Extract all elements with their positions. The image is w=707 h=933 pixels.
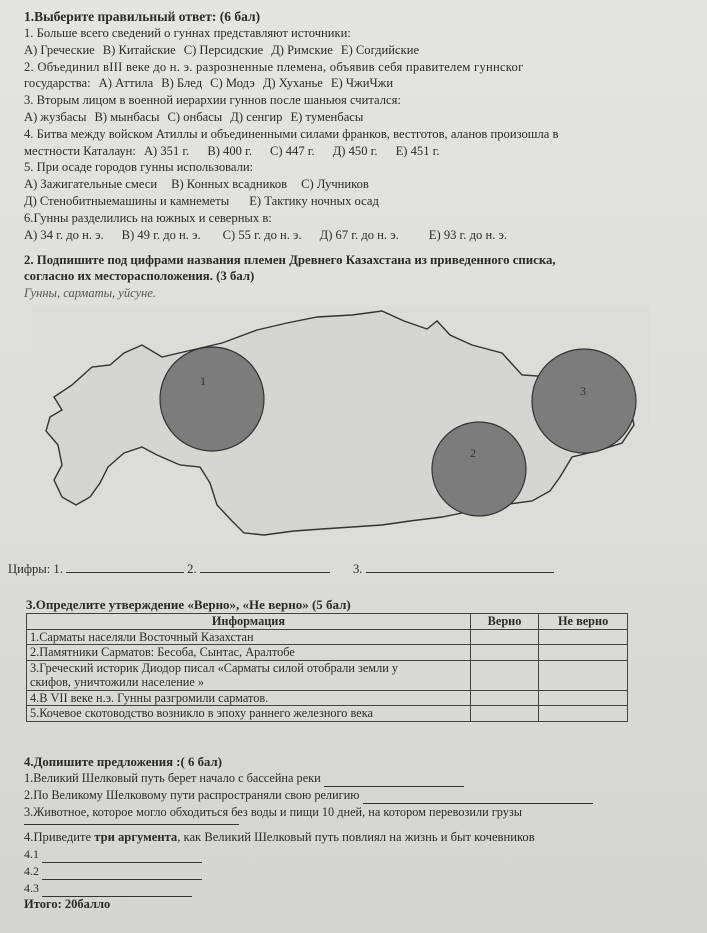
option: Д) Римские [271, 42, 333, 57]
section4-title: 4.Допишите предложения :( 6 бал) [24, 755, 222, 769]
option: С) Персидские [183, 42, 264, 57]
map-outline [32, 305, 650, 537]
answer-blank-1[interactable] [66, 559, 184, 573]
option: А) Греческие [24, 42, 95, 57]
section1-title: 1.Выберите правильный ответ: (6 бал) [24, 9, 261, 24]
table-row: 1.Сарматы населяли Восточный Казахстан [27, 629, 628, 645]
option: В) 400 г. [207, 143, 252, 158]
kazakhstan-map [32, 305, 650, 537]
option: В) 49 г. до н. э. [121, 227, 201, 242]
true-cell[interactable] [470, 690, 538, 706]
true-cell[interactable] [470, 706, 538, 722]
option: С) Модэ [210, 76, 255, 91]
header-false: Не верно [539, 614, 628, 630]
answer-line-4-1[interactable] [42, 850, 202, 863]
answer-line-4-3[interactable] [42, 884, 192, 897]
digits-answer-line: Цифры: 1. 2. 3. [8, 549, 608, 579]
false-cell[interactable] [539, 706, 628, 722]
answer-line-1[interactable] [324, 774, 464, 787]
table-row: 3.Греческий историк Диодор писал «Сарматы силой отобрали земли у скифов, уничтожили население » [27, 660, 628, 690]
option: В) Китайские [102, 42, 176, 57]
section3 [26, 596, 666, 722]
false-cell[interactable] [539, 645, 628, 661]
option: Е) Тактику ночных осад [249, 193, 379, 208]
header-true: Верно [470, 614, 538, 630]
true-false-table [26, 613, 628, 722]
table-row: 2.Памятники Сарматов: Бесоба, Сынтас, Аралтобе [27, 645, 628, 661]
false-cell[interactable] [539, 629, 628, 645]
option: А) Зажигательные смеси [24, 177, 158, 192]
option: А) Аттила [98, 76, 154, 91]
option: В) Конных всадников [171, 177, 288, 192]
option: А) 34 г. до н. э. [24, 227, 104, 242]
section3-title: 3.Определите утверждение «Верно», «Не верно» (5 бал) [26, 597, 351, 612]
question-3: 3. Вторым лицом в военной иерархии гуннов после шаньюя считался: А) жузбасы В) мынбасы С) онбасы Д) сенгир Е) туменбасы [24, 93, 401, 124]
answer-blank-3[interactable] [366, 559, 554, 573]
false-cell[interactable] [539, 660, 628, 690]
option: В) Блед [161, 76, 203, 91]
question-4: 4. Битва между войском Атиллы и объединенными силами франков, вестготов, аланов произошла в местности Каталаун: А) 351 г. В) 400 г. С) 447 г. Д) 450 г. Е) 451 г. [24, 126, 559, 158]
question-6: 6.Гунны разделились на южных и северных в: А) 34 г. до н. э. В) 49 г. до н. э. С) 55 г. до н. э. Д) 67 г. до н. э. Е) 93 г. до н. э. [24, 210, 508, 242]
option: Е) туменбасы [290, 109, 364, 124]
answer-blank-2[interactable] [200, 559, 330, 573]
question-1: 1. Больше всего сведений о гуннах представляют источники: А) Греческие В) Китайские С) Персидские Д) Римские Е) Согдийские [24, 26, 420, 57]
option: Е) ЧжиЧжи [330, 76, 394, 91]
option: С) онбасы [167, 109, 223, 124]
true-cell[interactable] [470, 660, 538, 690]
header-info: Информация [27, 614, 471, 630]
tribe-region-1 [160, 347, 264, 451]
option: Д) 450 г. [332, 143, 378, 158]
map-label-3: 3 [580, 384, 586, 399]
total-score: Итого: 20балло [24, 896, 111, 911]
map-label-2: 2 [470, 446, 476, 461]
question-5: 5. При осаде городов гунны использовали: А) Зажигательные смеси В) Конных всадников С) Лучников Д) Стенобитныемашины и камнеметы Е) Тактику ночных осад [24, 160, 379, 208]
option: Д) сенгир [230, 109, 283, 124]
true-cell[interactable] [470, 645, 538, 661]
option: Д) Хуханье [262, 76, 323, 91]
option: А) жузбасы [24, 109, 87, 124]
option: Е) 451 г. [395, 143, 440, 158]
answer-line-3[interactable] [24, 820, 239, 825]
option: В) мынбасы [94, 109, 160, 124]
option: С) 447 г. [270, 143, 315, 158]
option: С) Лучников [301, 177, 369, 192]
answer-line-4-2[interactable] [42, 867, 202, 880]
table-row: 4.В VII веке н.э. Гунны разгромили сарматов. [27, 690, 628, 706]
section4: 4.Допишите предложения :( 6 бал) 1.Великий Шелковый путь берет начало с бассейна реки 2.По Великому Шелковому пути распространяли свою религию 3.Животное, которое могло обходиться без воды и пищи 10 дней, на котором перевозили грузы 4.Приведите три аргумента, как Великий Шелковый путь повлиял на жизнь и быт кочевников 4.1 4.2 4.3 Итого: 20балло [24, 754, 684, 912]
option: Е) Согдийские [340, 42, 420, 57]
answer-line-2[interactable] [363, 791, 593, 804]
option: Д) Стенобитныемашины и камнеметы [24, 193, 230, 208]
tribe-region-2 [432, 422, 526, 516]
option: С) 55 г. до н. э. [222, 227, 302, 242]
option: Д) 67 г. до н. э. [319, 227, 399, 242]
false-cell[interactable] [539, 690, 628, 706]
tribes-hint: Гунны, сарматы, уйсуне. [24, 286, 156, 301]
true-cell[interactable] [470, 629, 538, 645]
option: Е) 93 г. до н. э. [428, 227, 508, 242]
tribe-region-3 [532, 349, 636, 453]
table-row: 5.Кочевое скотоводство возникло в эпоху раннего железного века [27, 706, 628, 722]
option: А) 351 г. [143, 143, 190, 158]
map-label-1: 1 [200, 374, 206, 389]
section2-title: 2. Подпишите под цифрами названия племен Древнего Казахстана из приведенного списка, согласно их месторасположения. (3 бал) [24, 253, 556, 284]
question-2: 2. Объединил вIII веке до н. э. разрозненные племена, объявив себя правителем гуннског государства: А) Аттила В) Блед С) Модэ Д) Хуханье Е) ЧжиЧжи [24, 59, 524, 91]
